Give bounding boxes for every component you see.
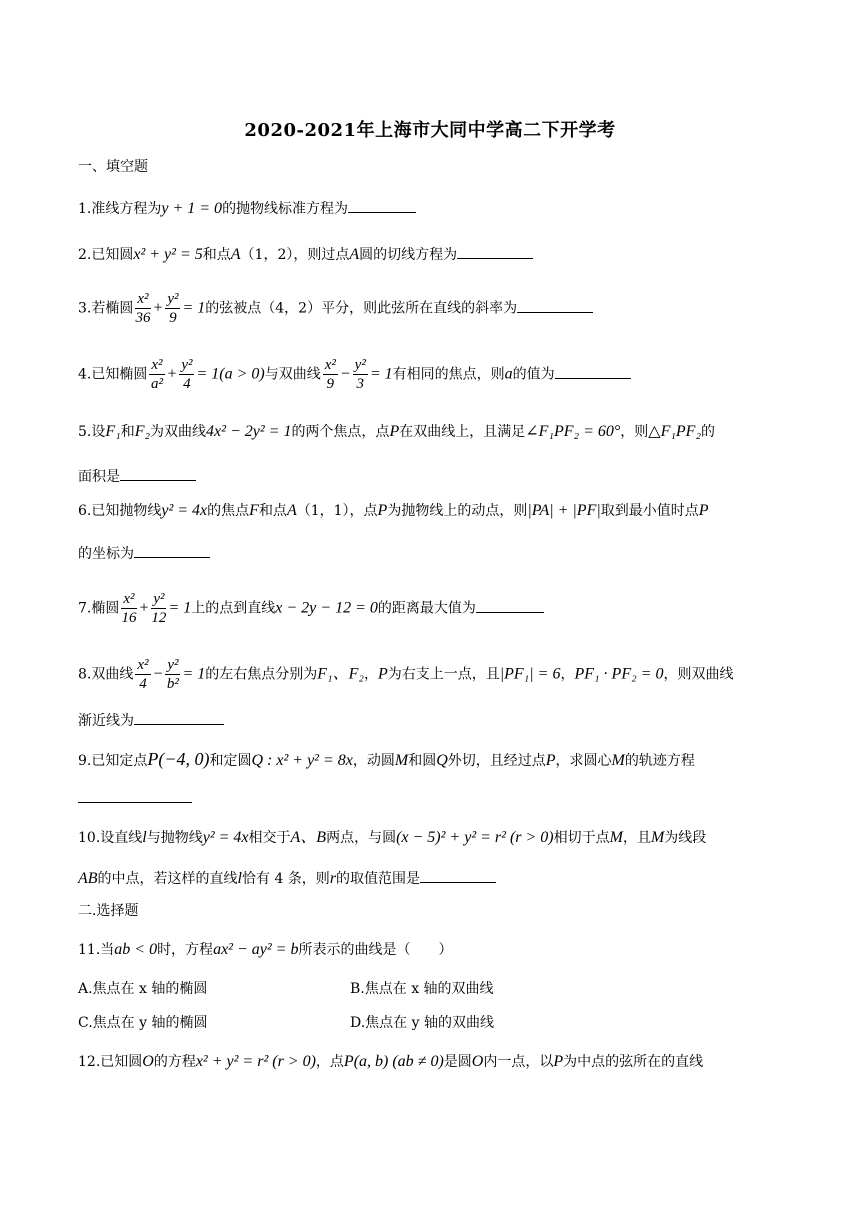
q11-suffix: 所表示的曲线是（ ） — [298, 942, 453, 958]
q10-equation: y² = 4x — [202, 829, 249, 846]
question-8-line-1 — [78, 656, 733, 693]
q3-plus: + — [152, 299, 164, 317]
question-5-line-2 — [78, 466, 196, 484]
q4-suffix2: 的值为 — [512, 366, 555, 383]
q4-fraction-y: $\frac{\text{y²}}{4}$ — [181, 357, 193, 392]
question-7 — [78, 590, 544, 627]
q6-p: P — [377, 502, 388, 519]
q8-condition-2: PF₁ · PF₂ = 0 — [574, 665, 664, 683]
q7-equation: x − 2y − 12 = 0 — [275, 599, 378, 617]
q9-circle: Q : x² + y² = 8x — [251, 752, 353, 769]
q2-coords: （1，2），则过点 — [240, 247, 350, 263]
q6-a: A — [286, 502, 297, 519]
q5-f1: F₁ — [105, 423, 121, 440]
q10-mid2: 相交于 — [248, 830, 291, 846]
q3-equals: = 1 — [182, 299, 206, 317]
section-heading-fill-blank: 一、填空题 — [78, 159, 148, 175]
q12-o2: O — [471, 1053, 484, 1070]
q5-prefix: 5.设 — [78, 424, 106, 440]
q10-mid3: 两点，与圆 — [326, 830, 397, 846]
question-9 — [78, 750, 695, 769]
q10-m2: M — [650, 829, 665, 846]
q5-point: P — [389, 423, 400, 440]
q10-line2d: 的取值范围是 — [336, 871, 421, 887]
q10-line2b: 的中点，若这样的直线 — [97, 871, 238, 887]
q5-and: 和 — [120, 424, 135, 440]
question-8-line-2 — [78, 710, 224, 728]
q9-mid4: 外切，且经过点 — [447, 753, 546, 769]
q10-ab-segment: AB — [78, 870, 98, 887]
q8-p: P — [377, 665, 388, 683]
q4-minus: − — [339, 365, 351, 383]
q7-suffix: 的距离最大值为 — [377, 600, 476, 617]
q8-prefix: 8.双曲线 — [78, 666, 134, 683]
q11-option-a[interactable]: A.焦点在 x 轴的椭圆 — [78, 981, 208, 997]
q7-answer-blank[interactable] — [476, 598, 544, 613]
q5-triangle: △F₁PF₂ — [648, 423, 702, 440]
q11-option-d[interactable]: D.焦点在 y 轴的双曲线 — [350, 1015, 494, 1031]
q6-expression: |PA| + |PF| — [527, 502, 601, 519]
q9-mid2: ，动圆 — [352, 753, 395, 769]
q6-mid5: 取到最小值时点 — [600, 503, 699, 519]
q5-f2: F₂ — [134, 423, 151, 440]
q4-prefix: 4.已知椭圆 — [78, 366, 148, 383]
question-9-line-2 — [78, 788, 192, 806]
q12-equation: x² + y² = r² (r > 0) — [195, 1053, 316, 1070]
q3-suffix: 的弦被点（4，2）平分，则此弦所在直线的斜率为 — [205, 300, 518, 317]
q9-m2: M — [611, 752, 625, 769]
q4-suffix1: 有相同的焦点，则 — [392, 366, 505, 383]
q4-equals: = 1 — [196, 365, 220, 383]
q12-prefix: 12.已知圆 — [78, 1054, 143, 1070]
q5-answer-blank[interactable] — [120, 466, 196, 481]
q8-suffix: ，则双曲线 — [663, 666, 734, 683]
q10-circle: (x − 5)² + y² = r² (r > 0) — [396, 829, 554, 846]
q9-answer-blank[interactable] — [78, 788, 192, 803]
q3-answer-blank[interactable] — [517, 298, 593, 313]
q6-mid4: 为抛物线上的动点，则 — [387, 503, 528, 519]
q4-fraction-hx: $\frac{\text{x²}}{9}$ — [324, 357, 336, 392]
q12-p: P — [553, 1053, 564, 1070]
q10-m: M — [609, 829, 623, 846]
question-11 — [78, 942, 452, 958]
q5-equation: 4x² − 2y² = 1 — [206, 423, 292, 440]
q1-answer-blank[interactable] — [348, 198, 416, 213]
q9-suffix: 的轨迹方程 — [624, 753, 695, 769]
q6-prefix: 6.已知抛物线 — [78, 503, 162, 519]
q8-condition-1: |PF₁| = 6 — [499, 665, 561, 683]
q5-hyp: 为双曲线 — [150, 424, 207, 440]
q3-fraction-y: $\frac{\text{y²}}{9}$ — [167, 291, 179, 326]
q4-equals2: = 1 — [369, 365, 393, 383]
q7-equals: = 1 — [168, 599, 192, 617]
question-6-line-2 — [78, 543, 210, 561]
q8-foci: F₁、F₂ — [317, 665, 364, 683]
q8-minus: − — [152, 665, 164, 683]
q12-mid: 的方程 — [153, 1054, 196, 1070]
q8-equals: = 1 — [182, 665, 206, 683]
q4-var: a — [504, 365, 513, 383]
q9-q: Q — [436, 752, 448, 769]
question-2 — [78, 244, 533, 263]
q8-line2: 渐近线为 — [78, 713, 134, 729]
q7-prefix: 7.椭圆 — [78, 600, 120, 617]
q6-equation: y² = 4x — [161, 502, 208, 519]
q9-p: P — [545, 752, 556, 769]
q4-condition: (a > 0) — [219, 365, 265, 383]
q5-mid: 的两个焦点，点 — [291, 424, 390, 440]
q12-point: P(a, b) (ab ≠ 0) — [343, 1053, 444, 1070]
q6-mid: 的焦点 — [207, 503, 250, 519]
page-title: 2020-2021年上海市大同中学高二下开学考 — [244, 120, 616, 141]
q12-suffix: 内一点，以 — [483, 1054, 554, 1070]
q4-fraction-hy: $\frac{\text{y²}}{3}$ — [354, 357, 366, 392]
q8-fraction-x: $\frac{\text{x²}}{4}$ — [137, 657, 149, 692]
question-10-line-1 — [78, 830, 706, 846]
q4-answer-blank[interactable] — [555, 364, 631, 379]
q12-mid3: 是圆 — [443, 1054, 472, 1070]
q7-fraction-y: $\frac{\text{y²}}{12}$ — [151, 591, 167, 626]
q8-answer-blank[interactable] — [134, 710, 224, 725]
q10-mid5: ，且 — [622, 830, 651, 846]
q5-de: 的 — [701, 424, 716, 440]
q9-mid5: ，求圆心 — [555, 753, 612, 769]
q4-fraction-x: $\frac{\text{x²}}{\text{a²}}$ — [150, 357, 163, 392]
q7-fraction-x: $\frac{\text{x²}}{16}$ — [121, 591, 137, 626]
q11-mid: 时，方程 — [157, 942, 214, 958]
question-10-line-2 — [78, 868, 496, 887]
q10-l2: l — [237, 870, 242, 887]
q10-prefix: 10.设直线 — [78, 830, 143, 846]
q11-option-c[interactable]: C.焦点在 y 轴的椭圆 — [78, 1015, 208, 1031]
q11-option-b[interactable]: B.焦点在 x 轴的双曲线 — [350, 981, 494, 997]
q7-plus: + — [138, 599, 150, 617]
q6-answer-blank[interactable] — [134, 543, 210, 558]
q10-l: l — [142, 829, 147, 846]
q5-mid2: 在双曲线上，且满足 — [399, 424, 526, 440]
q12-suffix2: 为中点的弦所在的直线 — [563, 1054, 704, 1070]
q2-answer-blank[interactable] — [457, 244, 533, 259]
q6-line2: 的坐标为 — [78, 546, 134, 562]
q11-condition: ab < 0 — [114, 941, 158, 958]
q2-equation: x² + y² = 5 — [133, 246, 203, 263]
q10-r: r — [329, 870, 337, 887]
q3-fraction-x: $\frac{\text{x²}}{36}$ — [135, 291, 151, 326]
q1-prefix: 1.准线方程为 — [78, 201, 162, 217]
q2-prefix: 2.已知圆 — [78, 247, 134, 263]
q9-point: P(−4, 0) — [147, 749, 210, 769]
question-4 — [78, 356, 631, 393]
question-12 — [78, 1054, 703, 1070]
q2-point: A — [230, 246, 241, 263]
question-6-line-1 — [78, 503, 709, 519]
q1-suffix: 的抛物线标准方程为 — [222, 201, 349, 217]
q10-ab: A、B — [290, 829, 327, 846]
q12-mid2: ，点 — [315, 1054, 344, 1070]
q10-mid: 与抛物线 — [146, 830, 203, 846]
q8-mid: 的左右焦点分别为 — [205, 666, 318, 683]
q6-mid2: 和点 — [258, 503, 287, 519]
q5-line2: 面积是 — [78, 469, 120, 485]
q7-mid: 上的点到直线 — [191, 600, 276, 617]
q10-suffix: 为线段 — [664, 830, 707, 846]
q4-plus: + — [166, 365, 178, 383]
q8-mid2: ， — [363, 666, 378, 683]
q8-fraction-y: $\frac{\text{y²}}{\text{b²}}$ — [166, 657, 179, 692]
q10-answer-blank[interactable] — [420, 868, 496, 883]
q6-mid3: （1，1），点 — [296, 503, 378, 519]
question-1 — [78, 198, 416, 217]
question-3 — [78, 290, 593, 327]
q9-mid: 和定圆 — [209, 753, 252, 769]
q8-mid3: 为右支上一点，且 — [387, 666, 500, 683]
q9-mid3: 和圆 — [408, 753, 437, 769]
q9-m: M — [394, 752, 409, 769]
q11-prefix: 11.当 — [78, 942, 115, 958]
q1-equation: y + 1 = 0 — [161, 200, 223, 217]
q2-point2: A — [349, 246, 360, 263]
q10-mid4: 相切于点 — [553, 830, 610, 846]
q8-sep: ， — [560, 666, 575, 683]
q12-o: O — [142, 1053, 154, 1070]
q9-prefix: 9.已知定点 — [78, 753, 148, 769]
q3-prefix: 3.若椭圆 — [78, 300, 134, 317]
q5-then: ，则 — [620, 424, 649, 440]
q6-f: F — [249, 502, 259, 519]
q6-p2: P — [698, 502, 709, 519]
q10-line2c: 恰有 4 条，则 — [242, 871, 330, 887]
section-heading-choice: 二.选择题 — [78, 903, 139, 919]
q2-mid: 和点 — [202, 247, 231, 263]
q4-mid: 与双曲线 — [264, 366, 321, 383]
q5-angle: ∠F₁PF₂ = 60° — [525, 423, 621, 440]
question-5-line-1 — [78, 424, 715, 440]
q11-equation: ax² − ay² = b — [213, 941, 299, 958]
q2-suffix: 圆的切线方程为 — [359, 247, 458, 263]
